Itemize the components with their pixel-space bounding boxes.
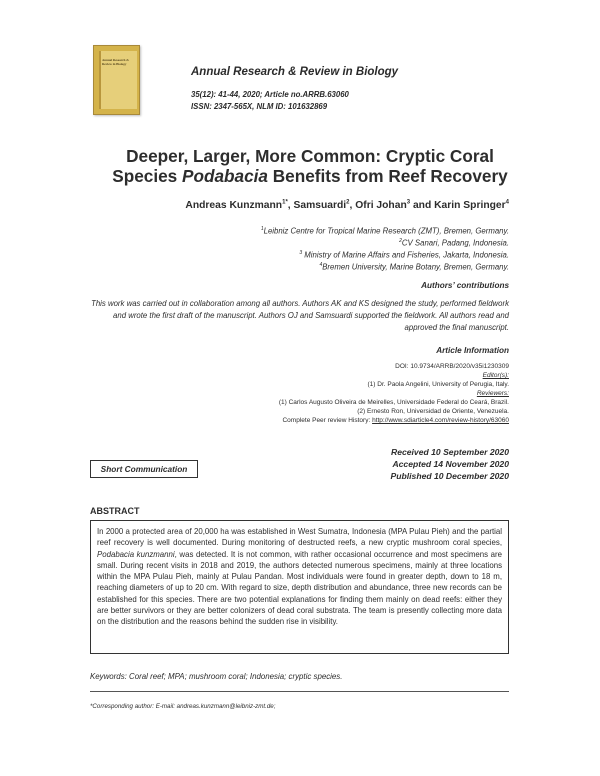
author: Ofri Johan$^3$ and (355, 200, 435, 212)
abstract-heading: ABSTRACT (90, 506, 140, 516)
journal-name: Annual Research & Review in Biology (191, 66, 399, 78)
abstract-species: Podabacia kunzmanni (97, 549, 175, 559)
keywords: Keywords: Coral reef; MPA; mushroom coral; Indonesia; cryptic species. (90, 672, 343, 681)
reviewer-entry: (1) Carlos Augusto Oliveira de Meirelles, Universidade Federal do Ceará, Brazil. (278, 399, 509, 406)
journal-issn: ISSN: 2347-565X, NLM ID: 101632869 (191, 102, 328, 111)
author: Andreas Kunzmann$^{1*}$, (185, 200, 294, 212)
journal-cover-text: Annual Research & Review in Biology (102, 58, 129, 66)
affiliation: $^3$ Ministry of Marine Affairs and Fisheries, Jakarta, Indonesia. (299, 250, 509, 260)
journal-citation: 35(12): 41-44, 2020; Article no.ARRB.63060 (191, 90, 349, 99)
reviewers-label: Reviewers: (476, 390, 509, 397)
author-list (185, 200, 509, 211)
article-info-heading: Article Information (436, 346, 509, 355)
affiliation: $^2$CV Sanari, Padang, Indonesia. (399, 238, 509, 248)
abstract-box: In 2000 a protected area of 20,000 ha was established in West Sumatra, Indonesia (MPA Pulau Pieh) and the partial reef recovery is well documented. During monitoring of destructed reefs, a new cryptic mushroom coral species, Podabacia kunzmanni, was detected. It is not common, with rather occasional occurrence and most specimens are small. During recent visits in 2018 and 2019, the authors detected numerous specimens, mainly at three locations within the MPA Pulau Pieh, mainly at Pulau Pandan. Most individuals were found in greater depth, down to 18 m, reaching diameters of up to 20 cm. With regard to size, depth distribution and abundance, three new records can be established for this species. There are two potential explanations for finding them mainly on dead reefs: either they are better survivors or they are better colonizers of dead coral substrata. The team is presently collecting more data on the distribution and the reasons behind the sudden rise in visibility. (90, 520, 509, 654)
contributions-text: This work was carried out in collaboration among all authors. Authors AK and KS designed the study, performed fieldwork and wrote the first draft of the manuscript. Authors OJ and Samsuardi supported the fieldwork. All authors read and approved the final manuscript. (91, 299, 509, 332)
editor-entry: (1) Dr. Paola Angelini, University of Perugia, Italy. (367, 381, 509, 388)
published-date: Published 10 December 2020 (390, 471, 509, 481)
corresponding-author: *Corresponding author: E-mail: andreas.kunzmann@leibniz-zmt.de; (90, 703, 276, 710)
author: Karin Springer$^4$ (434, 200, 509, 212)
paper-title: Deeper, Larger, More Common: Cryptic Coral Species Podabacia Benefits from Reef Recovery (112, 146, 508, 186)
review-history: Complete Peer review History: http://www.sdiarticle4.com/review-history/63060 (282, 417, 509, 424)
author: Samsuardi$^2$, (293, 200, 356, 212)
accepted-date: Accepted 14 November 2020 (392, 459, 509, 469)
review-history-link[interactable]: http://www.sdiarticle4.com/review-history/63060 (372, 417, 509, 424)
reviewer-entry: (2) Ernesto Ron, Universidad de Oriente, Venezuela. (357, 408, 509, 415)
received-date: Received 10 September 2020 (391, 447, 509, 457)
footnote-divider (90, 691, 509, 692)
title-species: Podabacia (182, 166, 268, 186)
journal-cover-image (93, 45, 140, 115)
affiliation: $^1$Leibniz Centre for Tropical Marine Research (ZMT), Bremen, Germany. (260, 226, 509, 236)
editors-label: Editor(s): (482, 372, 509, 379)
doi: DOI: 10.9734/ARRB/2020/v35i1230309 (395, 363, 509, 370)
contributions-heading: Authors’ contributions (421, 281, 509, 290)
affiliation: $^4$Bremen University, Marine Botany, Bremen, Germany. (319, 262, 509, 272)
article-type-badge: Short Communication (90, 460, 198, 478)
